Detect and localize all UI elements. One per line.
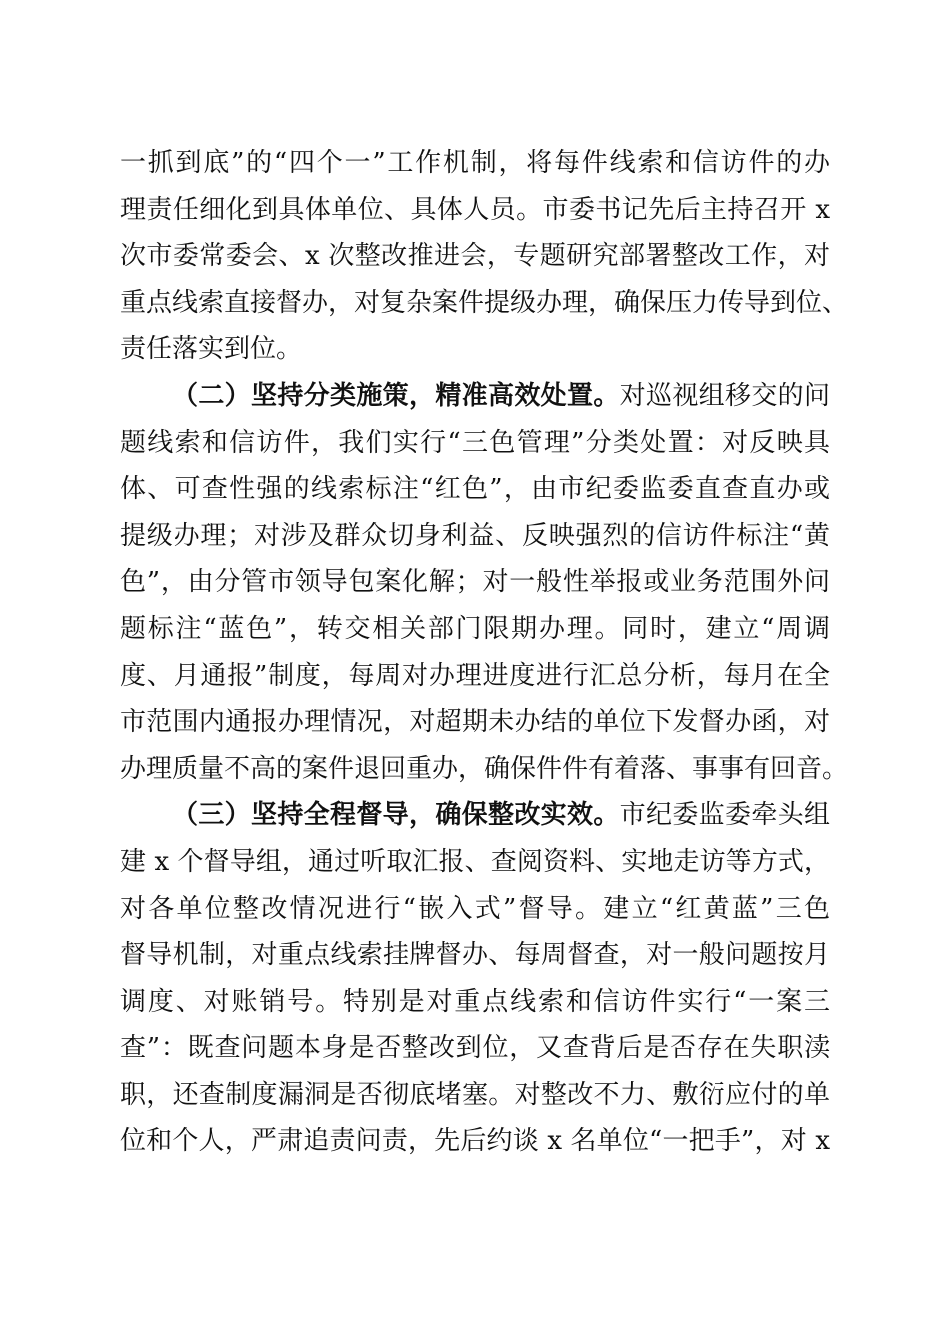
text-line <box>120 280 849 327</box>
text-line <box>120 979 830 1026</box>
text-line <box>120 1118 830 1165</box>
text-line <box>120 140 830 187</box>
text-line <box>120 187 830 234</box>
text-line <box>120 513 830 560</box>
line-text: 次市委常委会、x 次整改推进会，专题研究部署整改工作，对 <box>120 241 830 272</box>
line-text: 色”，由分管市领导包案化解；对一般性举报或业务范围外问 <box>120 567 830 598</box>
text-line <box>120 653 830 700</box>
text-line <box>120 420 830 467</box>
line-text: 责任落实到位。 <box>120 334 303 365</box>
line-text: 查”：既查问题本身是否整改到位，又查背后是否存在失职渎 <box>120 1033 830 1064</box>
text-line <box>120 326 830 373</box>
body-text <box>120 140 849 1165</box>
line-text: 题标注“蓝色”，转交相关部门限期办理。同时，建立“周调 <box>120 613 830 644</box>
line-text: 督导机制，对重点线索挂牌督办、每周督查，对一般问题按月 <box>120 940 830 971</box>
line-text: 提级办理；对涉及群众切身利益、反映强烈的信访件标注“黄 <box>120 520 830 551</box>
line-text: 位和个人，严肃追责问责，先后约谈 x 名单位“一把手”，对 x <box>120 1126 830 1157</box>
line-text: 重点线索直接督办，对复杂案件提级办理，确保压力传导到位、 <box>120 287 849 318</box>
section-heading: （二）坚持分类施策，精准高效处置。 <box>172 380 620 411</box>
line-text: 职，还查制度漏洞是否彻底堵塞。对整改不力、敷衍应付的单 <box>120 1079 830 1110</box>
line-text: 度、月通报”制度，每周对办理进度进行汇总分析，每月在全 <box>120 660 830 691</box>
line-text: 理责任细化到具体单位、具体人员。市委书记先后主持召开 x <box>120 194 830 225</box>
line-text: 一抓到底”的“四个一”工作机制，将每件线索和信访件的办 <box>120 148 830 178</box>
section-heading-line <box>120 792 830 839</box>
line-text: 对各单位整改情况进行“嵌入式”督导。建立“红黄蓝”三色 <box>120 893 830 924</box>
line-text: 体、可查性强的线索标注“红色”，由市纪委监委直查直办或 <box>120 474 830 505</box>
text-line <box>120 1025 830 1072</box>
text-line <box>120 699 830 746</box>
section-heading-line <box>120 373 830 420</box>
text-line <box>120 466 830 513</box>
text-line <box>120 746 849 793</box>
line-text: 市范围内通报办理情况，对超期未办结的单位下发督办函，对 <box>120 707 830 738</box>
line-text: 调度、对账销号。特别是对重点线索和信访件实行“一案三 <box>120 986 830 1017</box>
line-text: 市纪委监委牵头组 <box>619 800 830 831</box>
text-line <box>120 606 830 653</box>
section-heading: （三）坚持全程督导，确保整改实效。 <box>172 800 620 831</box>
text-line <box>120 233 830 280</box>
line-text: 对巡视组移交的问 <box>619 380 830 411</box>
line-text: 建 x 个督导组，通过听取汇报、查阅资料、实地走访等方式， <box>120 846 830 877</box>
text-line <box>120 1072 830 1119</box>
text-line <box>120 559 830 606</box>
text-line <box>120 886 830 933</box>
line-text: 题线索和信访件，我们实行“三色管理”分类处置：对反映具 <box>120 427 830 458</box>
line-text: 办理质量不高的案件退回重办，确保件件有着落、事事有回音。 <box>120 753 849 784</box>
text-line <box>120 839 830 886</box>
text-line <box>120 932 830 979</box>
